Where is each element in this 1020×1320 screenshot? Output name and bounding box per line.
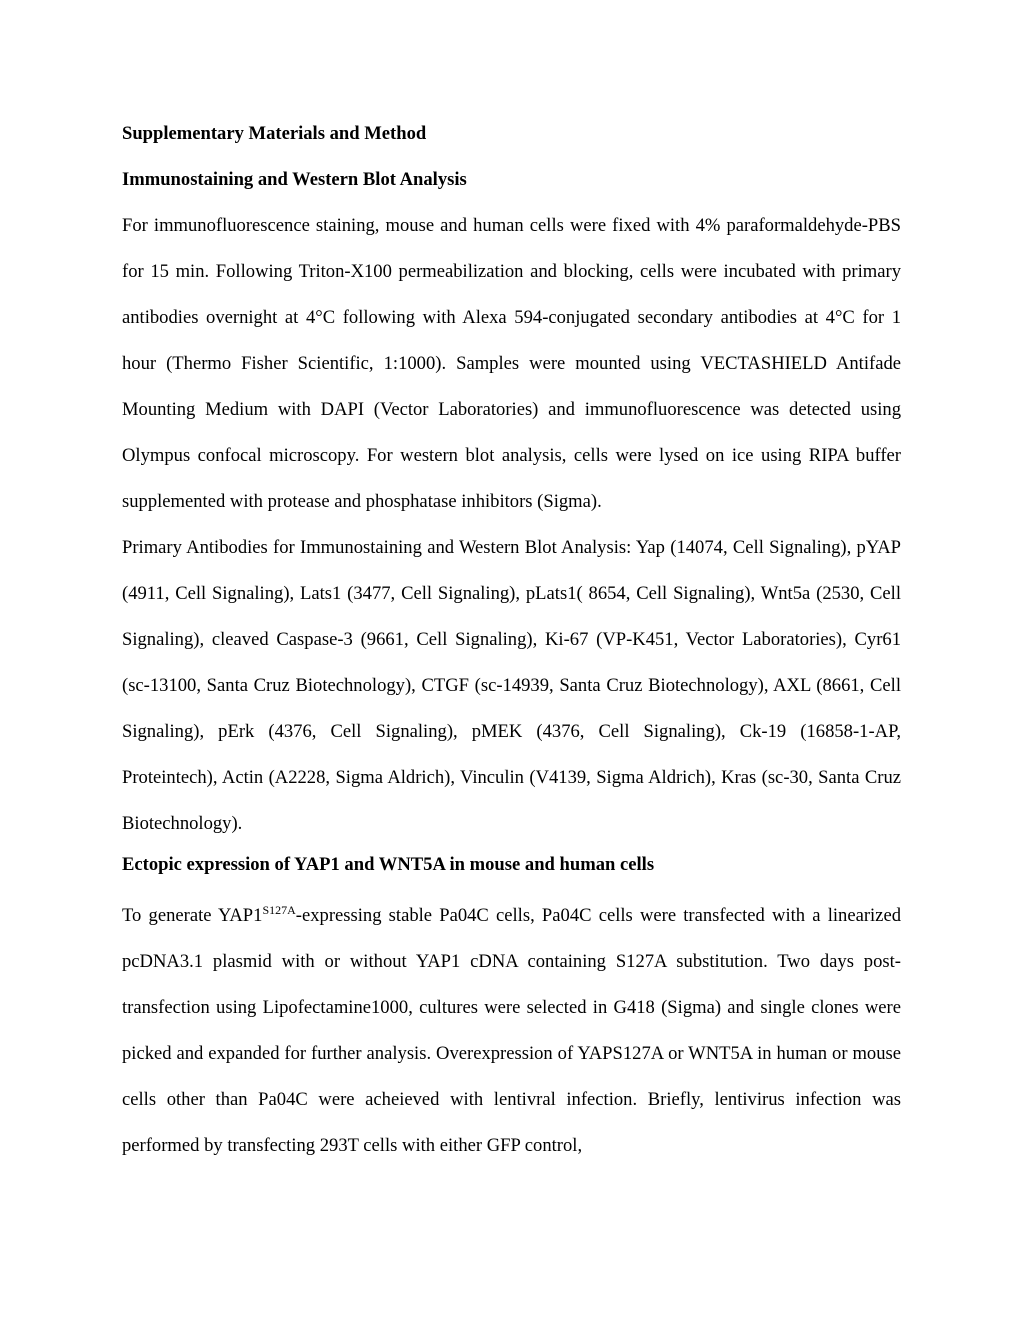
paragraph-text-start: To generate YAP1	[122, 905, 263, 926]
document-title: Supplementary Materials and Method	[122, 123, 427, 144]
paragraph-ectopic-expression	[122, 893, 901, 1169]
paragraph-immunostaining-methods: For immunofluorescence staining, mouse and human cells were fixed with 4% paraformaldehyde-PBS for 15 min. Following Triton-X100 permeabilization and blocking, cells were incubated with primary antibodies overnight at 4°C following with Alexa 594-conjugated secondary antibodies at 4°C for 1 hour (Thermo Fisher Scientific, 1:1000). Samples were mounted using VECTASHIELD Antifade Mounting Medium with DAPI (Vector Laboratories) and immunofluorescence was detected using Olympus confocal microscopy. For western blot analysis, cells were lysed on ice using RIPA buffer supplemented with protease and phosphatase inhibitors (Sigma).	[122, 215, 901, 512]
document-page	[122, 116, 901, 1174]
paragraph-text-rest: -expressing stable Pa04C cells, Pa04C cells were transfected with a linearized pcDNA3.1 plasmid with or without YAP1 cDNA containing S127A substitution. Two days post-transfection using Lipofectamine1000, cultures were selected in G418 (Sigma) and single clones were picked and expanded for further analysis. Overexpression of YAPS127A or WNT5A in human or mouse cells other than Pa04C were acheieved with lentivral infection. Briefly, lentivirus infection was performed by transfecting 293T cells with either GFP control,	[122, 905, 901, 1156]
paragraph-primary-antibodies: Primary Antibodies for Immunostaining and Western Blot Analysis: Yap (14074, Cell Signaling), pYAP (4911, Cell Signaling), Lats1 (3477, Cell Signaling), pLats1( 8654, Cell Signaling), Wnt5a (2530, Cell Signaling), cleaved Caspase-3 (9661, Cell Signaling), Ki-67 (VP-K451, Vector Laboratories), Cyr61 (sc-13100, Santa Cruz Biotechnology), CTGF (sc-14939, Santa Cruz Biotechnology), AXL (8661, Cell Signaling), pErk (4376, Cell Signaling), pMEK (4376, Cell Signaling), Ck-19 (16858-1-AP, Proteintech), Actin (A2228, Sigma Aldrich), Vinculin (V4139, Sigma Aldrich), Kras (sc-30, Santa Cruz Biotechnology).	[122, 537, 901, 834]
section-heading-immunostaining: Immunostaining and Western Blot Analysis	[122, 169, 467, 190]
section-heading-ectopic-expression: Ectopic expression of YAP1 and WNT5A in mouse and human cells	[122, 854, 655, 875]
superscript-mutation: S127A	[262, 903, 296, 917]
